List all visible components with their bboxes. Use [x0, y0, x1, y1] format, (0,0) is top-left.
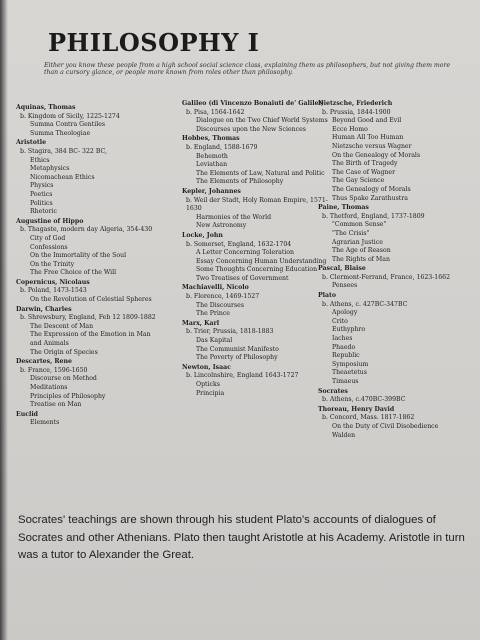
work-title: Discourses upon the New Sciences: [196, 125, 306, 133]
work-title: Dialogue on the Two Chief World Systems: [196, 117, 328, 125]
work-title: Harmonies of the World: [196, 213, 272, 221]
philosopher-name: Augustine of Hippo: [16, 217, 84, 225]
work-title: Poetics: [30, 190, 53, 198]
work-title: City of God: [30, 234, 66, 242]
work-title: Beyond Good and Evil: [332, 117, 402, 125]
birth-info: b. Stagira, 384 BC- 322 BC,: [20, 147, 107, 155]
philosopher-name: Hobbes, Thomas: [182, 135, 240, 143]
work-title: Behemoth: [196, 152, 228, 160]
work-title: Das Kapital: [196, 337, 233, 345]
work-title: Leviathan: [196, 161, 228, 169]
work-title: On the Trinity: [30, 260, 75, 268]
birth-info: b. Florence, 1469-1527: [186, 293, 260, 301]
birth-info: b. England, 1588-1679: [186, 143, 258, 151]
birth-info: b. Thagaste, modern day Algeria, 354-430: [20, 226, 153, 234]
work-title: Republic: [332, 352, 360, 360]
work-title: Iaches: [332, 335, 353, 343]
philosopher-name: Paine, Thomas: [318, 204, 369, 212]
philosopher-name: Descartes, Rene: [16, 358, 72, 366]
work-title: On the Duty of Civil Disobedience: [332, 422, 439, 430]
birth-info: b. Poland, 1473-1543: [20, 287, 87, 295]
work-title: "The Crisis": [332, 229, 370, 237]
work-title: Nietzsche versus Wagner: [332, 142, 412, 150]
work-title: Ecce Homo: [332, 125, 368, 133]
work-title: Timaeus: [332, 378, 359, 385]
work-title: Euthyphro: [332, 326, 366, 334]
philosopher-name: Locke, John: [182, 231, 223, 239]
column-2: [182, 100, 334, 399]
work-title: Human All Too Human: [332, 134, 404, 142]
philosopher-name: Aquinas, Thomas: [16, 104, 76, 111]
work-title: Metaphysics: [30, 165, 70, 173]
birth-info: b. Thetford, England, 1737-1809: [322, 212, 425, 220]
philosopher-name: Plato: [318, 292, 336, 300]
work-title: The Gay Science: [332, 177, 385, 185]
work-title: The Elements of Philosophy: [196, 178, 284, 186]
philosopher-name: Kepler, Johannes: [182, 187, 241, 195]
work-title: The Poverty of Philosophy: [196, 354, 278, 362]
work-title: On the Immortality of the Soul: [30, 252, 127, 260]
work-title: The Elements of Law, Natural and Politic: [196, 169, 325, 177]
birth-info: b. Clermont-Ferrand, France, 1623-1662: [322, 273, 451, 281]
philosopher-name: Darwin, Charles: [16, 305, 72, 313]
work-title: Elements: [30, 419, 60, 427]
philosopher-entry: [16, 279, 164, 305]
work-title: The Birth of Tragedy: [332, 160, 398, 168]
page-title: PHILOSOPHY I: [48, 28, 260, 57]
work-title: Essay Concerning Human Understanding: [196, 257, 327, 265]
work-title: Two Treatises of Government: [196, 274, 289, 282]
philosopher-name: Euclid: [16, 410, 39, 418]
work-title: On the Genealogy of Morals: [332, 151, 421, 159]
column-3: [318, 100, 478, 441]
philosopher-entry: [16, 104, 164, 138]
work-title: Nicomachean Ethics: [30, 173, 95, 181]
birth-info: b. France, 1596-1650: [20, 366, 88, 374]
work-title: Theaetetus: [332, 369, 367, 377]
birth-info: b. Weil der Stadt, Holy Roman Empire, 1571-1630: [186, 196, 328, 213]
philosopher-entry: [16, 411, 164, 428]
work-title: Thus Spake Zarathustra: [332, 194, 408, 202]
work-title: The Communist Manifesto: [196, 345, 279, 353]
philosopher-name: Socrates: [318, 387, 348, 395]
work-title: Principia: [196, 389, 225, 397]
work-title: New Astronomy: [196, 222, 247, 230]
work-title: Agrarian Justice: [332, 238, 383, 246]
philosopher-name: Thoreau, Henry David: [318, 405, 395, 413]
birth-info: b. Kingdom of Sicily, 1225-1274: [20, 112, 120, 120]
work-title: The Discourses: [196, 301, 245, 309]
birth-info: b. Trier, Prussia, 1818-1883: [186, 328, 274, 336]
birth-info: b. Shrewsbury, England, Feb 12 1809-1882: [20, 314, 156, 322]
work-title: The Origin of Species: [30, 348, 98, 356]
philosopher-entry: [16, 306, 164, 358]
work-title: On the Revolution of Celestial Spheres: [30, 296, 152, 304]
birth-info: b. Somerset, England, 1632-1704: [186, 240, 292, 248]
work-title: Apology: [332, 309, 358, 317]
work-title: Walden: [332, 431, 356, 439]
birth-info: b. Lincolnshire, England 1643-1727: [186, 372, 299, 380]
work-title: Ethics: [30, 156, 50, 164]
work-title: Opticks: [196, 381, 220, 388]
work-title: The Expression of the Emotion in Man and Animals: [30, 331, 151, 348]
work-title: Discourse on Method: [30, 375, 97, 383]
philosopher-entry: [182, 188, 334, 231]
work-title: Summa Theologiae: [30, 129, 91, 137]
birth-info: b. Athens, c.470BC-399BC: [322, 396, 406, 404]
birth-info: b. Pisa, 1564-1642: [186, 108, 245, 116]
column-1: [16, 104, 164, 429]
philosopher-entry: [182, 232, 334, 284]
work-title: Principles of Philosophy: [30, 392, 106, 400]
work-title: The Genealogy of Morals: [332, 185, 411, 193]
work-title: Crito: [332, 317, 348, 325]
philosopher-name: Marx, Karl: [182, 319, 220, 327]
philosopher-entry: [318, 388, 478, 405]
work-title: Politics: [30, 199, 53, 207]
work-title: Meditations: [30, 384, 68, 391]
page-shadow: [0, 0, 8, 640]
work-title: Physics: [30, 182, 54, 190]
work-title: Rhetoric: [30, 208, 57, 216]
philosopher-entry: [318, 204, 478, 264]
birth-info: b. Concord, Mass. 1817-1862: [322, 414, 415, 422]
philosopher-entry: [16, 218, 164, 278]
work-title: The Free Choice of the Will: [30, 269, 117, 277]
philosopher-entry: [182, 364, 334, 398]
philosopher-name: Newton, Isaac: [182, 363, 231, 371]
philosopher-entry: [182, 284, 334, 318]
work-title: A Letter Concerning Toleration: [196, 249, 295, 257]
philosopher-entry: [318, 292, 478, 387]
work-title: Phaedo: [332, 343, 356, 351]
philosopher-entry: [182, 320, 334, 363]
philosopher-entry: [16, 139, 164, 216]
work-title: The Prince: [196, 310, 230, 318]
work-title: The Age of Reason: [332, 247, 391, 255]
intro-text: Either you know these people from a high school social science class, explaining them as philosophers, but not giving them more than a cursory glance, or people more known from roles other than philosophy.: [44, 62, 451, 76]
philosopher-entry: [318, 265, 478, 291]
work-title: The Case of Wagner: [332, 168, 396, 176]
philosopher-name: Copernicus, Nicolaus: [16, 278, 90, 286]
philosopher-entry: [318, 406, 478, 440]
work-title: Some Thoughts Concerning Education: [196, 266, 318, 274]
birth-info: b. Prussia, 1844-1900: [322, 108, 391, 116]
work-title: Pensees: [332, 282, 358, 290]
philosopher-entry: [182, 100, 334, 134]
philosopher-entry: [318, 100, 478, 203]
footer-paragraph: Socrates' teachings are shown through his student Plato's accounts of dialogues of Socrates and other Athenians. Plato then taught Aristotle at his Academy. Aristotle in turn was a tutor to Alexander the Great.: [18, 514, 465, 561]
work-title: Confessions: [30, 243, 68, 251]
work-title: Treatise on Man: [30, 401, 82, 409]
work-title: Symposium: [332, 360, 369, 368]
philosopher-name: Nietzsche, Friederich: [318, 100, 393, 107]
birth-info: b. Athens, c. 427BC-347BC: [322, 300, 408, 308]
work-title: Summa Contra Gentiles: [30, 121, 106, 129]
philosopher-name: Pascal, Blaise: [318, 265, 366, 273]
work-title: "Common Sense": [332, 221, 387, 229]
work-title: The Rights of Man: [332, 255, 390, 263]
philosopher-entry: [182, 135, 334, 187]
philosopher-entry: [16, 358, 164, 410]
work-title: The Descent of Man: [30, 322, 94, 330]
philosopher-name: Galileo (di Vincenzo Bonaiuti de' Galilei): [182, 100, 324, 107]
philosopher-name: Aristotle: [16, 139, 47, 147]
philosopher-name: Machiavelli, Nicolo: [182, 284, 249, 292]
